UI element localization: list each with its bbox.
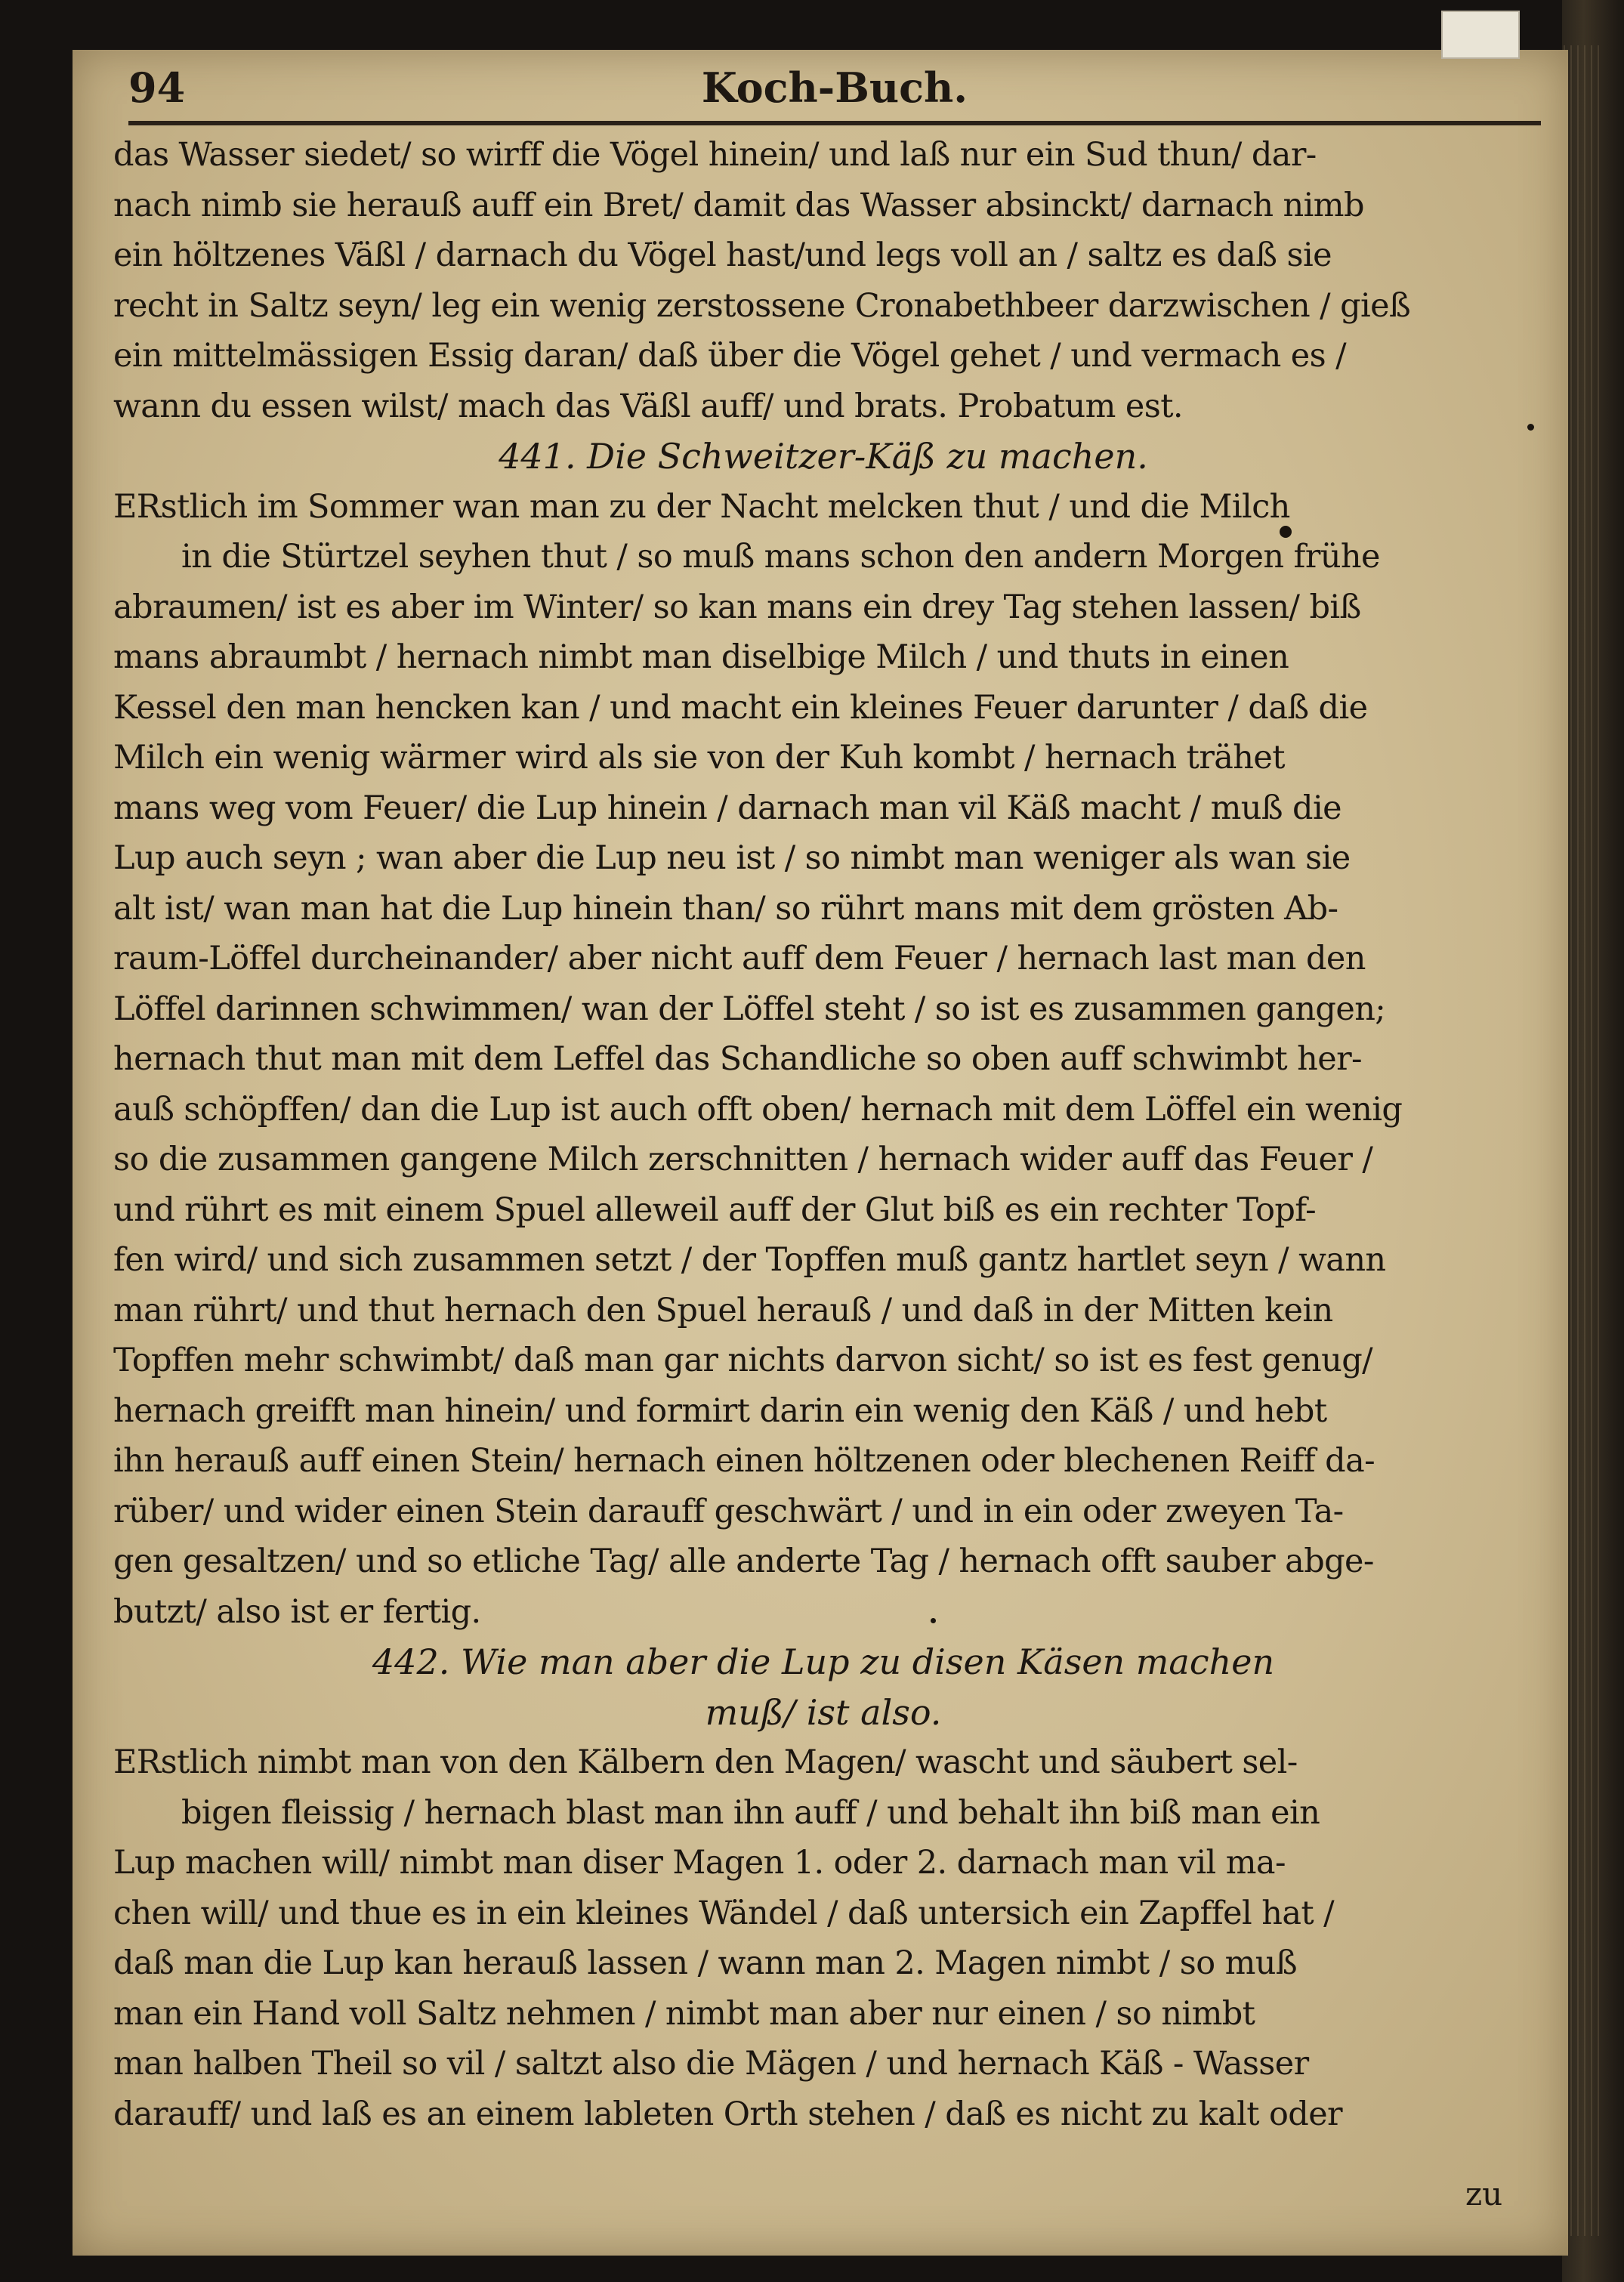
head-rule bbox=[128, 121, 1541, 125]
text-line: ERstlich im Sommer wan man zu der Nacht melcken thut / und die Milch bbox=[113, 487, 1290, 526]
text-line: alt ist/ wan man hat die Lup hinein than/ so rührt mans mit dem grösten Ab- bbox=[113, 889, 1338, 928]
text-line: so die zusammen gangene Milch zerschnitten / hernach wider auff das Feuer / bbox=[113, 1141, 1373, 1178]
library-tab bbox=[1441, 11, 1520, 59]
ink-blot bbox=[1527, 424, 1534, 431]
text-line: recht in Saltz seyn/ leg ein wenig zerstossene Cronabethbeer darzwischen / gieß bbox=[113, 286, 1411, 325]
text-line: man rührt/ und thut hernach den Spuel herauß / und daß in der Mitten kein bbox=[113, 1291, 1333, 1329]
text-line: in die Stürtzel seyhen thut / so muß mans schon den andern Morgen frühe bbox=[181, 538, 1380, 576]
text-line: ein mittelmässigen Essig daran/ daß über die Vögel gehet / und vermach es / bbox=[113, 337, 1347, 375]
recipe-442-heading: 442. Wie man aber die Lup zu disen Käsen machen bbox=[372, 1641, 1275, 1682]
text-line: abraumen/ ist es aber im Winter/ so kan mans ein drey Tag stehen lassen/ biß bbox=[113, 588, 1361, 626]
page-number: 94 bbox=[128, 63, 186, 112]
text-line: butzt/ also ist er fertig. bbox=[113, 1592, 481, 1631]
text-line: ein höltzenes Väßl / darnach du Vögel hast/und legs voll an / saltz es daß sie bbox=[113, 236, 1332, 274]
ink-blot bbox=[931, 1618, 936, 1623]
text-line: hernach thut man mit dem Leffel das Schandliche so oben auff schwimbt her- bbox=[113, 1040, 1362, 1078]
text-line: wann du essen wilst/ mach das Väßl auff/ und brats. Probatum est. bbox=[113, 387, 1183, 425]
text-line: gen gesaltzen/ und so etliche Tag/ alle anderte Tag / hernach offt sauber abge- bbox=[113, 1542, 1374, 1580]
ink-blot bbox=[1280, 526, 1292, 538]
text-line: Lup machen will/ nimbt man diser Magen 1. oder 2. darnach man vil ma- bbox=[113, 1844, 1286, 1882]
text-line: chen will/ und thue es in ein kleines Wändel / daß untersich ein Zapffel hat / bbox=[113, 1894, 1335, 1932]
text-line: rüber/ und wider einen Stein darauff geschwärt / und in ein oder zweyen Ta- bbox=[113, 1492, 1344, 1530]
text-line: daß man die Lup kan herauß lassen / wann man 2. Magen nimbt / so muß bbox=[113, 1944, 1297, 1982]
text-line: ERstlich nimbt man von den Kälbern den Magen/ wascht und säubert sel- bbox=[113, 1743, 1298, 1781]
text-line: Topffen mehr schwimbt/ daß man gar nichts darvon sicht/ so ist es fest genug/ bbox=[113, 1342, 1373, 1379]
text-line: mans weg vom Feuer/ die Lup hinein / darnach man vil Käß macht / muß die bbox=[113, 789, 1341, 827]
main-text bbox=[113, 130, 1533, 2139]
text-line: mans abraumbt / hernach nimbt man diselbige Milch / und thuts in einen bbox=[113, 638, 1289, 676]
recipe-442-heading-cont: muß/ ist also. bbox=[705, 1691, 942, 1733]
text-line: ihn herauß auff einen Stein/ hernach einen höltzenen oder blechenen Reiff da- bbox=[113, 1442, 1375, 1480]
text-line: nach nimb sie herauß auff ein Bret/ damit das Wasser absinckt/ darnach nimb bbox=[113, 186, 1364, 224]
text-line: man halben Theil so vil / saltzt also die Mägen / und hernach Käß - Wasser bbox=[113, 2045, 1309, 2083]
text-line: bigen fleissig / hernach blast man ihn auff / und behalt ihn biß man ein bbox=[181, 1793, 1320, 1832]
text-line: Kessel den man hencken kan / und macht ein kleines Feuer darunter / daß die bbox=[113, 688, 1368, 727]
text-line: hernach greifft man hinein/ und formirt darin ein wenig den Käß / und hebt bbox=[113, 1391, 1327, 1430]
text-line: Lup auch seyn ; wan aber die Lup neu ist / so nimbt man weniger als wan sie bbox=[113, 839, 1351, 877]
text-line: und rührt es mit einem Spuel alleweil auff der Glut biß es ein rechter Topf- bbox=[113, 1190, 1317, 1229]
running-title: Koch-Buch. bbox=[701, 63, 968, 112]
running-head bbox=[128, 63, 1541, 116]
text-line: fen wird/ und sich zusammen setzt / der Topffen muß gantz hartlet seyn / wann bbox=[113, 1241, 1386, 1279]
text-line: das Wasser siedet/ so wirff die Vögel hinein/ und laß nur ein Sud thun/ dar- bbox=[113, 136, 1317, 174]
text-line: man ein Hand voll Saltz nehmen / nimbt man aber nur einen / so nimbt bbox=[113, 1994, 1255, 2033]
text-line: Milch ein wenig wärmer wird als sie von der Kuh kombt / hernach trähet bbox=[113, 739, 1285, 777]
text-line: raum-Löffel durcheinander/ aber nicht auff dem Feuer / hernach last man den bbox=[113, 940, 1366, 977]
recipe-441-heading: 441. Die Schweitzer-Käß zu machen. bbox=[499, 436, 1148, 477]
text-line: auß schöpffen/ dan die Lup ist auch offt oben/ hernach mit dem Löffel ein wenig bbox=[113, 1090, 1403, 1129]
catchword: zu bbox=[1465, 2175, 1503, 2213]
text-line: Löffel darinnen schwimmen/ wan der Löffel steht / so ist es zusammen gangen; bbox=[113, 990, 1386, 1028]
page-edges bbox=[1564, 45, 1601, 2236]
text-line: darauff/ und laß es an einem lableten Orth stehen / daß es nicht zu kalt oder bbox=[113, 2095, 1343, 2133]
